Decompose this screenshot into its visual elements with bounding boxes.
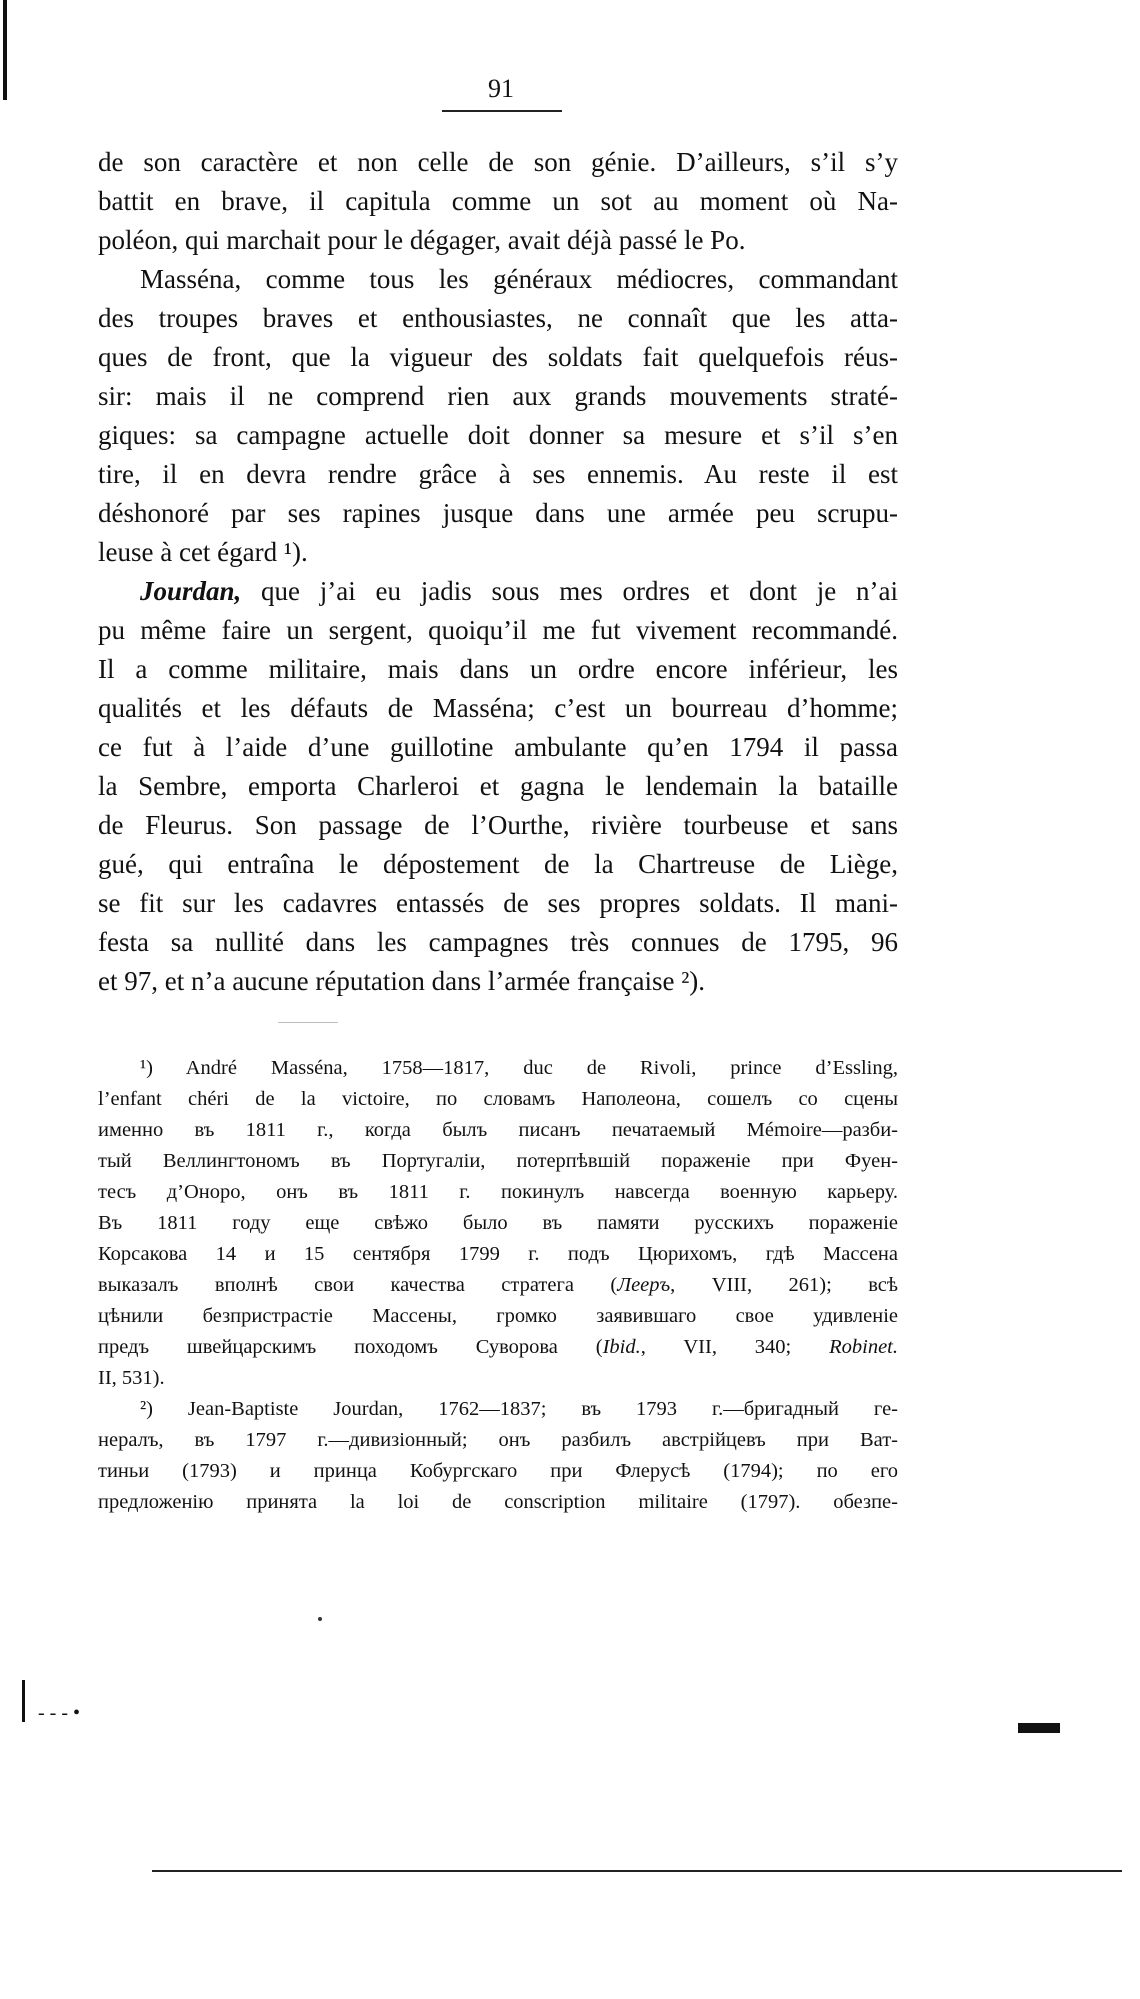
footnote-line: цѣнили безпристрастіе Массены, громко заявившаго свое удивленіе [98, 1305, 898, 1327]
text-line: leuse à cet égard ¹). [98, 537, 308, 567]
text-line: sir: mais il ne comprend rien aux grands mouvements straté- [98, 381, 898, 411]
footnote-line: l’enfant chéri de la victoire, по словамъ Наполеона, сошелъ со сцены [98, 1088, 898, 1110]
text-line: se fit sur les cadavres entassés de ses propres soldats. Il mani- [98, 888, 898, 918]
footnote-line: нералъ, въ 1797 г.—дивизіонный; онъ разбилъ австрійцевъ при Ват- [98, 1429, 898, 1451]
page-number: 91 [488, 74, 514, 103]
text-line: et 97, et n’a aucune réputation dans l’armée française ²). [98, 966, 706, 996]
footnotes [98, 1053, 898, 1518]
text-line: pu même faire un sergent, quoiqu’il me fut vivement recommandé. [98, 615, 898, 645]
scan-dots: - - - • [38, 1702, 80, 1724]
footnote-separator [278, 1022, 338, 1023]
footnote-line: тесъ д’Оноро, онъ въ 1811 г. покинулъ навсегда военную карьеру. [98, 1181, 898, 1203]
footnote-line: Корсакова 14 и 15 сентября 1799 г. подъ Цюрихомъ, гдѣ Массена [98, 1243, 898, 1265]
text-line: tire, il en devra rendre grâce à ses ennemis. Au reste il est [98, 459, 898, 489]
text-line: poléon, qui marchait pour le dégager, avait déjà passé le Po. [98, 225, 746, 255]
text-segment: выказалъ вполнѣ свои качества стратега ( [98, 1274, 618, 1296]
text-line: Il a comme militaire, mais dans un ordre encore inférieur, les [98, 654, 898, 684]
main-text [98, 143, 898, 1001]
scan-speck [318, 1617, 322, 1621]
text-segment: que j’ai eu jadis sous mes ordres et dont je n’ai [241, 576, 898, 606]
text-line: de Fleurus. Son passage de l’Ourthe, rivière tourbeuse et sans [98, 810, 898, 840]
page-number-rule [442, 110, 562, 112]
text-line [98, 572, 898, 611]
text-line: la Sembre, emporta Charleroi et gagna le lendemain la bataille [98, 771, 898, 801]
text-line: gué, qui entraîna le dépostement de la Chartreuse de Liège, [98, 849, 898, 879]
text-line: ques de front, que la vigueur des soldats fait quelquefois réus- [98, 342, 898, 372]
footnote-line: предложенію принята la loi de conscription militaire (1797). обезпе- [98, 1491, 898, 1513]
text-line: qualités et les défauts de Masséna; c’est un bourreau d’homme; [98, 693, 898, 723]
jourdan-name: Jourdan, [140, 576, 242, 606]
scan-margin-mark [3, 0, 7, 100]
footnote-line [98, 1270, 898, 1301]
text-line: ce fut à l’aide d’une guillotine ambulante qu’en 1794 il passa [98, 732, 898, 762]
footnote-line: тиньи (1793) и принца Кобургскаго при Флерусѣ (1794); по его [98, 1460, 898, 1482]
footnote-line: ²) Jean-Baptiste Jourdan, 1762—1837; въ 1793 г.—бригадный ге- [140, 1398, 898, 1420]
text-line: battit en brave, il capitula comme un sot au moment où Na- [98, 186, 898, 216]
footnote-line: II, 531). [98, 1367, 165, 1389]
footnote-line: Въ 1811 году еще свѣжо было въ памяти русскихъ пораженіе [98, 1212, 898, 1234]
text-segment: , VII, 340; [640, 1336, 830, 1358]
text-line: des troupes braves et enthousiastes, ne connaît que les atta- [98, 303, 898, 333]
citation-robinet: Robinet. [829, 1336, 898, 1358]
text-line: festa sa nullité dans les campagnes très connues de 1795, 96 [98, 927, 898, 957]
text-segment: , VIII, 261); всѣ [670, 1274, 898, 1296]
scan-margin-mark-bottom [22, 1680, 25, 1722]
text-line: Masséna, comme tous les généraux médiocres, commandant [140, 264, 898, 294]
citation-leer: Лееръ [617, 1274, 671, 1296]
text-segment: предъ швейцарскимъ походомъ Суворова ( [98, 1336, 603, 1358]
text-line: de son caractère et non celle de son génie. D’ailleurs, s’il s’y [98, 147, 898, 177]
bottom-rule [152, 1870, 1122, 1872]
citation-ibid: Ibid. [602, 1336, 641, 1358]
text-line: déshonoré par ses rapines jusque dans une armée peu scrupu- [98, 498, 898, 528]
text-line: giques: sa campagne actuelle doit donner sa mesure et s’il s’en [98, 420, 898, 450]
footnote-line [98, 1332, 898, 1363]
footnote-line: тый Веллингтономъ въ Португаліи, потерпѣвшій пораженіе при Фуен- [98, 1150, 898, 1172]
footnote-line: ¹) André Masséna, 1758—1817, duc de Rivoli, prince d’Essling, [140, 1057, 898, 1079]
scan-block-mark [1018, 1723, 1060, 1733]
footnote-line: именно въ 1811 г., когда былъ писанъ печатаемый Mémoire—разби- [98, 1119, 898, 1141]
